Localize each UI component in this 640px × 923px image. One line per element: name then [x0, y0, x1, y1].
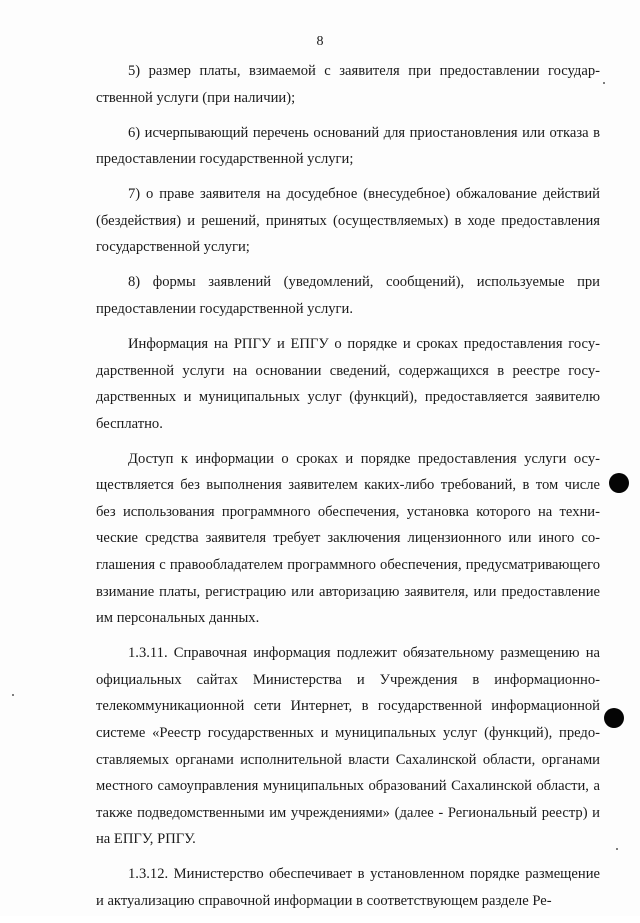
paragraph-rpgu-epgu-info: Информация на РПГУ и ЕПГУ о порядке и сроках предоставления государственной услуги на основании сведений, содержащихся в реестре государственных и муниципальных услуг (функций), предоставляется заявителю бесплатно. — [96, 335, 600, 432]
scan-speck — [603, 82, 605, 84]
scan-speck — [616, 848, 618, 850]
paragraph-fee-size: 5) размер платы, взимаемой с заявителя при предоставлении государственной услуги (при наличии); — [96, 63, 600, 106]
paragraph-1-3-12: 1.3.12. Министерство обеспечивает в установленном порядке размещение и актуализацию справочной информации в соответствующем разделе Ре- — [96, 866, 600, 909]
page-number: 8 — [316, 34, 324, 49]
paragraph-application-forms: 8) формы заявлений (уведомлений, сообщений), используемые при предоставлении государственной услуги. — [96, 274, 600, 317]
paragraph-information-access: Доступ к информации о сроках и порядке предоставления услуги осуществляется без выполнения заявителем каких-либо требований, в том числе без использования программного обеспечения, установка которого на технические средства заявителя требует заключения лицензионного или иного соглашения с правообладателем программного обеспечения, предусматривающего взимание платы, регистрацию или авторизацию заявителя, или предоставление им персональных данных. — [96, 450, 600, 627]
punch-hole-mark — [609, 473, 629, 493]
paragraph-refusal-grounds: 6) исчерпывающий перечень оснований для приостановления или отказа в предоставлении государственной услуги; — [96, 124, 600, 168]
punch-hole-mark — [604, 708, 624, 728]
scan-speck — [12, 694, 14, 696]
paragraph-1-3-11: 1.3.11. Справочная информация подлежит обязательному размещению на официальных сайтах Министерства и Учреждения в информационно-телекоммуникационной сети Интернет, в государственной информационной системе «Реестр государственных и муниципальных услуг (функций), предоставляемых органами исполнительной власти Сахалинской области, органами местного самоуправления муниципальных образований Сахалинской области, а также подведомственными им учреждениями» (далее - Региональный реестр) и на ЕПГУ, РПГУ. — [96, 645, 600, 848]
paragraph-appeal-right: 7) о праве заявителя на досудебное (внесудебное) обжалование действий (бездействия) и решений, принятых (осуществляемых) в ходе предоставления государственной услуги; — [96, 186, 600, 256]
document-body — [96, 58, 600, 923]
